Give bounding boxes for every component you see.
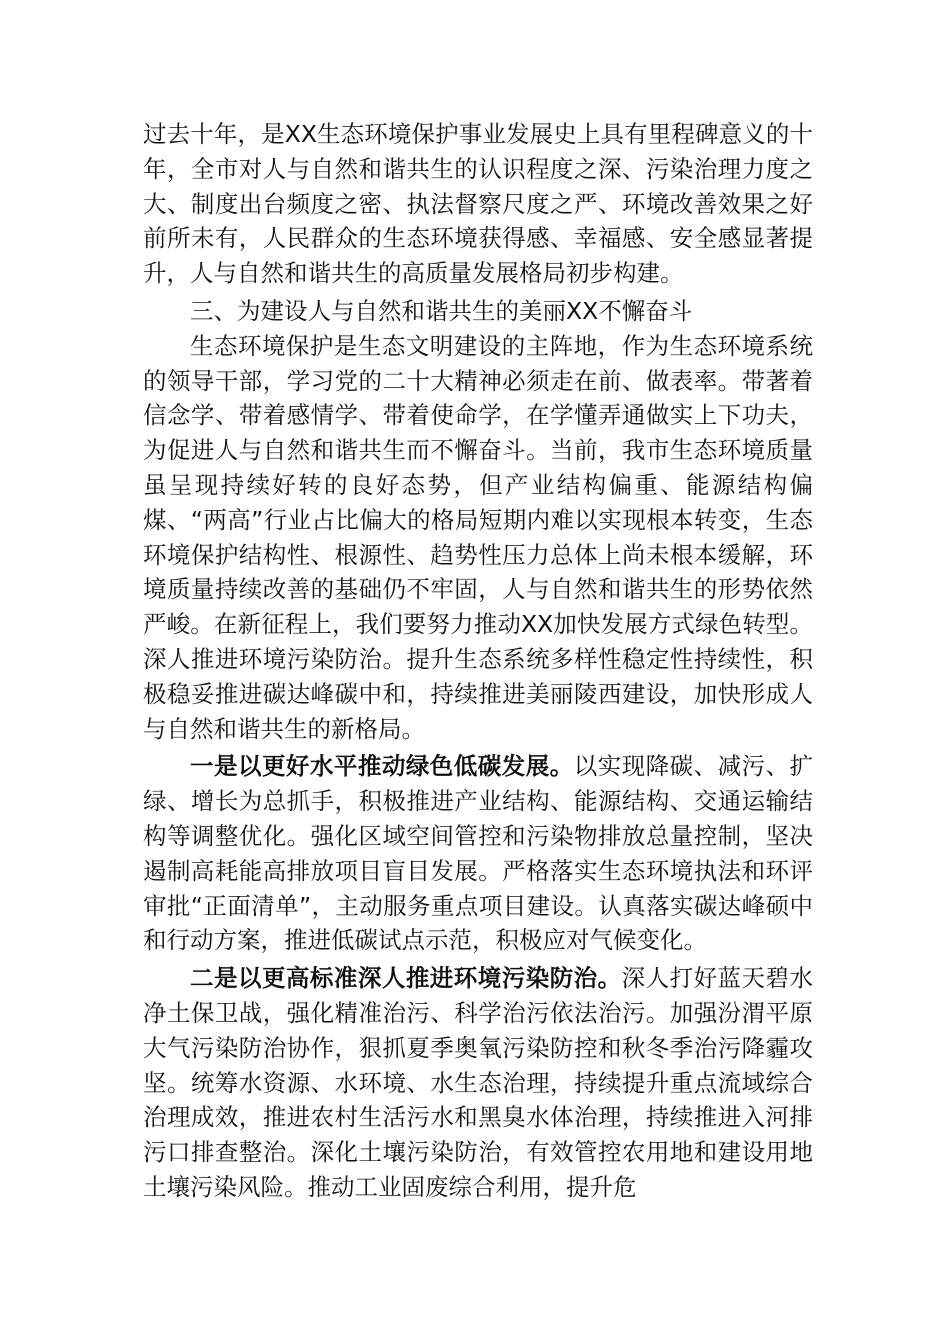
paragraph-lead-bold: 二是以更高标准深人推进环境污染防治。	[190, 964, 622, 993]
paragraph-text: 过去十年，是XX生态环境保护事业发展史上具有里程碑意义的十年，全市对人与自然和谐共生的认识程度之深、污染治理力度之大、制度出台频度之密、执法督察尺度之严、环境改善效果之好前所未有，人民群众的生态环境获得感、幸福感、安全感显著提升，人与自然和谐共生的高质量发展格局初步构建。	[143, 120, 813, 288]
paragraph-text: 深人打好蓝天碧水净土保卫战，强化精准治污、科学治污依法治污。加强汾渭平原大气污染防治协作，狠抓夏季奥氧污染防控和秋冬季治污降霾攻坚。统筹水资源、水环境、水生态治理，持续提升重点流域综合治理成效，推进农村生活污水和黑臭水体治理，持续推进入河排污口排查整治。深化土壤污染防治，有效管控农用地和建设用地土壤污染风险。推动工业固废综合利用，提升危	[143, 964, 814, 1201]
paragraph-ecological-protection	[143, 329, 813, 747]
document-body	[143, 117, 813, 1205]
paragraph-green-low-carbon	[143, 749, 813, 958]
paragraph-decade-review	[143, 117, 813, 291]
paragraph-text: 生态环境保护是生态文明建设的主阵地，作为生态环境系统的领导干部，学习党的二十大精神必须走在前、做表率。带著着信念学、带着感情学、带着使命学，在学懂弄通做实上下功夫，为促进人与自然和谐共生而不懈奋斗。当前，我市生态环境质量虽呈现持续好转的良好态势，但产业结构偏重、能源结构偏煤、“两高”行业占比偏大的格局短期内难以实现根本转变，生态环境保护结构性、根源性、趋势性压力总体上尚未根本缓解，环境质量持续改善的基础仍不牢固，人与自然和谐共生的形势依然严峻。在新征程上，我们要努力推动XX加快发展方式绿色转型。深人推进环境污染防治。提升生态系统多样性稳定性持续性，积极稳妥推进碳达峰碳中和，持续推进美丽陵西建设，加快形成人与自然和谐共生的新格局。	[143, 331, 813, 743]
paragraph-pollution-control	[143, 961, 813, 1205]
section-heading	[143, 294, 813, 329]
section-heading-text: 三、为建设人与自然和谐共生的美丽XX不懈奋斗	[190, 296, 693, 325]
paragraph-text: 以实现降碳、减污、扩绿、增长为总抓手，积极推进产业结构、能源结构、交通运输结构等调整优化。强化区域空间管控和污染物排放总量控制，坚决遏制高耗能高排放项目盲目发展。严格落实生态环境执法和环评审批“正面清单”，主动服务重点项目建设。认真落实碳达峰硕中和行动方案，推进低碳试点示范，积极应对气候变化。	[143, 752, 814, 955]
paragraph-lead-bold: 一是以更好水平推动绿色低碳发展。	[190, 752, 574, 781]
